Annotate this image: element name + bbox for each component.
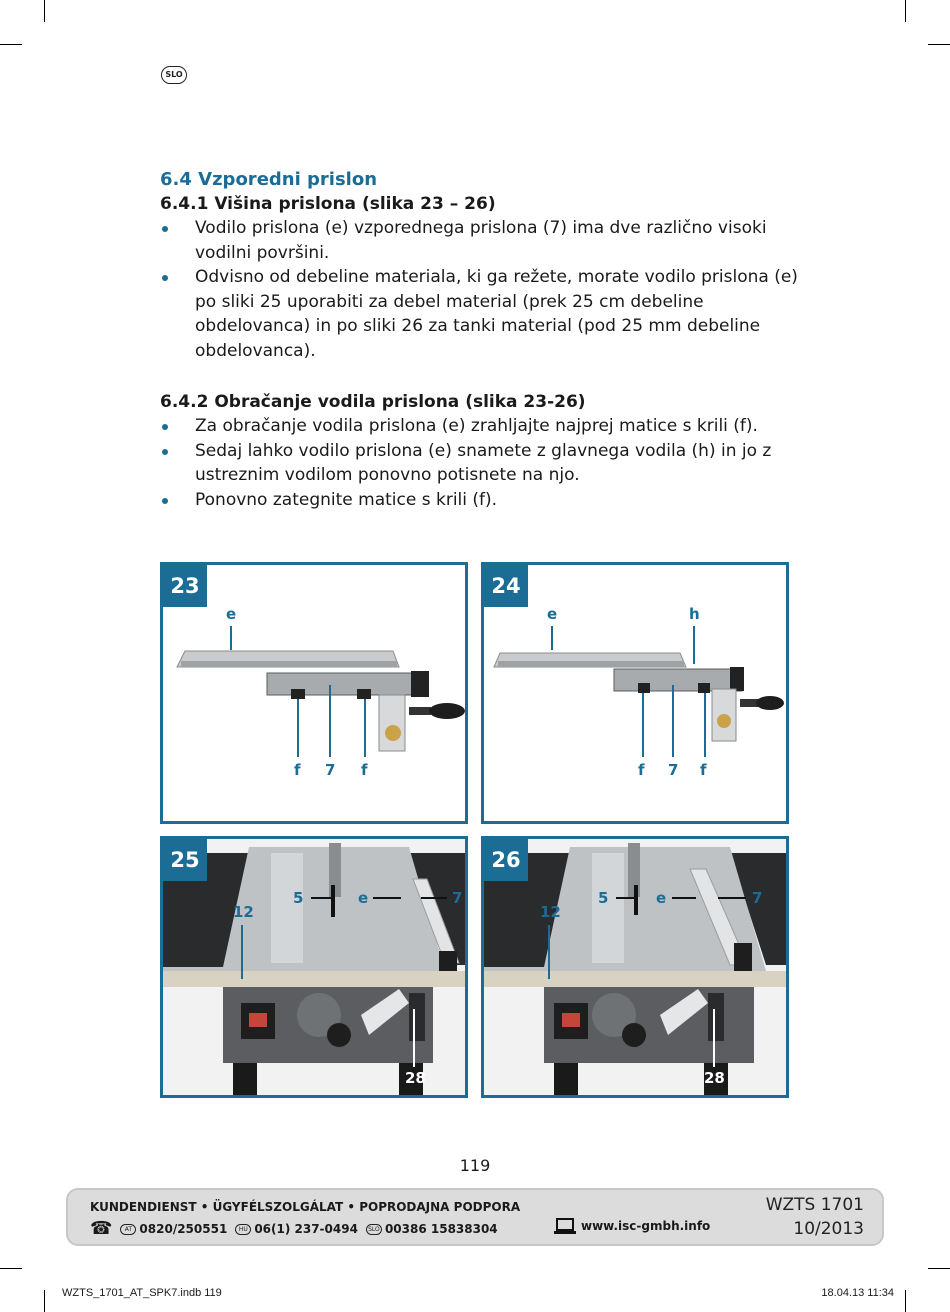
figure-number: 25: [163, 839, 207, 881]
model-name: WZTS 1701: [765, 1195, 864, 1215]
crop-mark: [44, 0, 45, 22]
figure-number: 24: [484, 565, 528, 607]
crop-mark: [928, 1268, 950, 1269]
table-saw-photo: [484, 839, 786, 1095]
phone-number: 0820/250551: [139, 1222, 228, 1236]
figure-number: 26: [484, 839, 528, 881]
label-7: 7: [325, 761, 336, 779]
bullet-list-turning: [160, 414, 800, 512]
label-f: f: [361, 761, 368, 779]
language-badge: SLO: [161, 66, 187, 84]
leader-line: [704, 693, 706, 757]
crop-mark: [905, 0, 906, 22]
website: [554, 1218, 710, 1234]
crop-mark: [905, 1290, 906, 1312]
print-slug-timestamp: 18.04.13 11:34: [821, 1287, 894, 1299]
label-e: e: [656, 889, 667, 907]
leader-line: [713, 1009, 715, 1067]
table-saw-photo: [163, 839, 465, 1095]
crop-mark: [928, 44, 950, 45]
fence-photo: [163, 565, 465, 821]
label-e: e: [226, 605, 237, 623]
list-item: Vodilo prislona (e) vzporednega prislona (7) ima dve različno visoki vodilni površini.: [160, 216, 800, 265]
figure-23: [160, 562, 468, 824]
country-badge: SLO: [366, 1224, 382, 1235]
leader-line: [311, 897, 335, 899]
leader-line: [413, 1009, 415, 1067]
label-h: h: [689, 605, 700, 623]
page-number: 119: [459, 1156, 491, 1175]
label-7: 7: [452, 889, 463, 907]
label-28: 28: [704, 1069, 725, 1087]
leader-line: [364, 699, 366, 757]
leader-line: [421, 897, 447, 899]
leader-line: [373, 897, 401, 899]
edition-date: 10/2013: [793, 1219, 864, 1239]
label-f: f: [638, 761, 645, 779]
label-12: 12: [540, 903, 561, 921]
bullet-list-height: [160, 216, 800, 363]
contact-phones: [90, 1218, 498, 1240]
label-5: 5: [598, 889, 609, 907]
figure-24: [481, 562, 789, 824]
leader-line: [616, 897, 638, 899]
crop-mark: [0, 44, 22, 45]
section-content: [160, 168, 800, 512]
phone-number: 00386 15838304: [384, 1222, 498, 1236]
service-footer: [66, 1188, 884, 1246]
service-departments: KUNDENDIENST • ÜGYFÉLSZOLGÁLAT • POPRODAJNA PODPORA: [90, 1200, 521, 1214]
label-12: 12: [233, 903, 254, 921]
country-badge: HU: [235, 1224, 251, 1235]
leader-line: [230, 626, 232, 650]
list-item: Ponovno zategnite matice s krili (f).: [160, 488, 800, 513]
fence-photo: [484, 565, 786, 821]
figure-number: 23: [163, 565, 207, 607]
leader-line: [672, 897, 696, 899]
section-title: 6.4 Vzporedni prislon: [160, 169, 378, 190]
laptop-icon: [554, 1218, 576, 1234]
list-item: Odvisno od debeline materiala, ki ga režete, morate vodilo prislona (e) po sliki 25 uporabiti za debel material (prek 25 cm debeline obdelovanca) in po sliki 26 za tanki material (pod 25 mm debeline obdelovanca).: [160, 265, 800, 363]
leader-line: [718, 897, 746, 899]
label-7: 7: [752, 889, 763, 907]
label-e: e: [358, 889, 369, 907]
phone-number: 06(1) 237-0494: [254, 1222, 358, 1236]
label-5: 5: [293, 889, 304, 907]
country-badge: AT: [120, 1224, 136, 1235]
label-f: f: [294, 761, 301, 779]
subsection-title-turning: 6.4.2 Obračanje vodila prislona (slika 23-26): [160, 392, 586, 412]
subsection-title-height: 6.4.1 Višina prislona (slika 23 – 26): [160, 194, 496, 214]
figure-26: [481, 836, 789, 1098]
website-url[interactable]: www.isc-gmbh.info: [581, 1219, 711, 1233]
figure-25: [160, 836, 468, 1098]
label-e: e: [547, 605, 558, 623]
leader-line: [297, 699, 299, 757]
leader-line: [241, 925, 243, 979]
label-f: f: [700, 761, 707, 779]
leader-line: [672, 685, 674, 757]
label-7: 7: [668, 761, 679, 779]
phone-icon: ☎: [90, 1218, 113, 1239]
print-slug-file: WZTS_1701_AT_SPK7.indb 119: [62, 1287, 222, 1299]
leader-line: [551, 626, 553, 650]
crop-mark: [0, 1268, 22, 1269]
list-item: Sedaj lahko vodilo prislona (e) snamete z glavnega vodila (h) in jo z ustreznim vodilom ponovno potisnete na njo.: [160, 439, 800, 488]
crop-mark: [44, 1290, 45, 1312]
leader-line: [329, 685, 331, 757]
leader-line: [693, 626, 695, 664]
leader-line: [642, 693, 644, 757]
model-info: [766, 1193, 864, 1241]
label-28: 28: [405, 1069, 426, 1087]
list-item: Za obračanje vodila prislona (e) zrahljajte najprej matice s krili (f).: [160, 414, 800, 439]
leader-line: [548, 925, 550, 979]
